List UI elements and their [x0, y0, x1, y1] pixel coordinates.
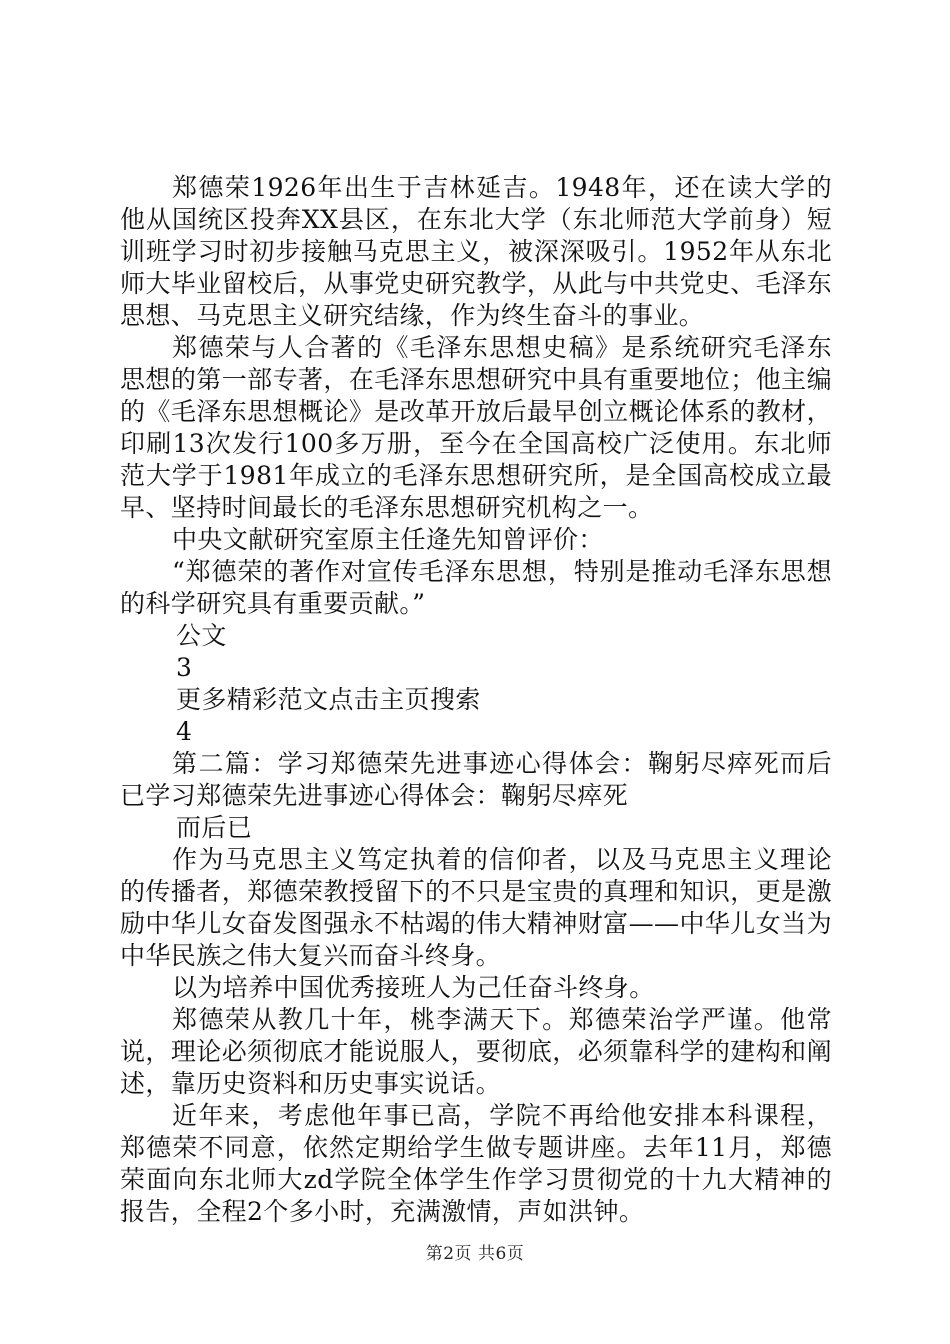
page-number: 第2页 共6页	[425, 1244, 525, 1264]
paragraph-8: 近年来，考虑他年事已高，学院不再给他安排本科课程，郑德荣不同意，依然定期给学生做专题讲座。去年11月，郑德荣面向东北师大zd学院全体学生作学习贯彻党的十九大精神的报告，全程2个多小时，充满激情，声如洪钟。	[120, 1101, 832, 1226]
paragraph-quote: “郑德荣的著作对宣传毛泽东思想，特别是推动毛泽东思想的科学研究具有重要贡献。”	[120, 557, 832, 618]
paragraph-2: 郑德荣与人合著的《毛泽东思想史稿》是系统研究毛泽东思想的第一部专著，在毛泽东思想研究中具有重要地位；他主编的《毛泽东思想概论》是改革开放后最早创立概论体系的教材，印刷13次发行100多万册，至今在全国高校广泛使用。东北师范大学于1981年成立的毛泽东思想研究所，是全国高校成立最早、坚持时间最长的毛泽东思想研究机构之一。	[120, 333, 832, 522]
section-heading-part-two: 第二篇：学习郑德荣先进事迹心得体会：鞠躬尽瘁死而后已学习郑德荣先进事迹心得体会：鞠躬尽瘁死	[120, 749, 832, 810]
paragraph-gongwen: 公文	[176, 621, 227, 650]
paragraph-more-link-text: 更多精彩范文点击主页搜索	[176, 685, 481, 714]
paragraph-1: 郑德荣1926年出生于吉林延吉。1948年，还在读大学的他从国统区投奔XX县区，在东北大学（东北师范大学前身）短训班学习时初步接触马克思主义，被深深吸引。1952年从东北师大毕业留校后，从事党史研究教学，从此与中共党史、毛泽东思想、马克思主义研究结缘，作为终生奋斗的事业。	[120, 173, 832, 330]
paragraph-6: 以为培养中国优秀接班人为己任奋斗终身。	[172, 973, 655, 1002]
paragraph-5: 作为马克思主义笃定执着的信仰者，以及马克思主义理论的传播者，郑德荣教授留下的不只是宝贵的真理和知识，更是激励中华儿女奋发图强永不枯竭的伟大精神财富——中华儿女当为中华民族之伟大复兴而奋斗终身。	[120, 845, 832, 970]
paragraph-7: 郑德荣从教几十年，桃李满天下。郑德荣治学严谨。他常说，理论必须彻底才能说服人，要彻底，必须靠科学的建构和阐述，靠历史资料和历史事实说话。	[120, 1005, 832, 1098]
paragraph-3: 中央文献研究室原主任逄先知曾评价：	[172, 525, 604, 554]
document-body	[120, 172, 832, 1228]
page-footer	[0, 1243, 950, 1265]
paragraph-number-4: 4	[176, 717, 193, 746]
paragraph-number-3: 3	[176, 653, 193, 682]
section-heading-continuation: 而后已	[176, 813, 253, 842]
